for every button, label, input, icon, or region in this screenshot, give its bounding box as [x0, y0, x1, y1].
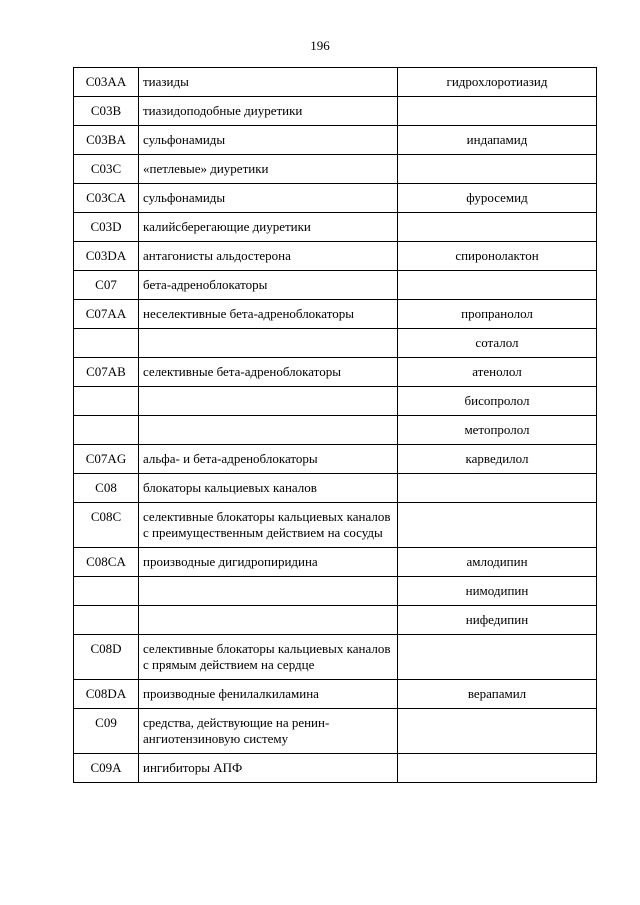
pharmacological-group-cell: производные дигидропиридина — [139, 548, 398, 577]
table-row — [74, 680, 597, 709]
table-row — [74, 68, 597, 97]
pharmacological-group-cell: селективные бета-адреноблокаторы — [139, 358, 398, 387]
pharmacological-group-cell — [139, 416, 398, 445]
atc-code-cell: C09A — [74, 754, 139, 783]
table-row — [74, 329, 597, 358]
pharmacological-group-cell: средства, действующие на ренин-ангиотензиновую систему — [139, 709, 398, 754]
drug-name-cell: нимодипин — [398, 577, 597, 606]
pharmacological-group-cell: неселективные бета-адреноблокаторы — [139, 300, 398, 329]
atc-code-cell: C07AB — [74, 358, 139, 387]
drug-name-cell — [398, 709, 597, 754]
atc-code-cell: C03DA — [74, 242, 139, 271]
pharmacological-group-cell: бета-адреноблокаторы — [139, 271, 398, 300]
atc-code-cell: C09 — [74, 709, 139, 754]
drug-name-cell: индапамид — [398, 126, 597, 155]
drug-name-cell: пропранолол — [398, 300, 597, 329]
pharmacological-group-cell: антагонисты альдостерона — [139, 242, 398, 271]
drug-name-cell — [398, 271, 597, 300]
atc-code-cell: C07 — [74, 271, 139, 300]
drug-name-cell — [398, 754, 597, 783]
table-row — [74, 635, 597, 680]
atc-code-cell — [74, 577, 139, 606]
drug-name-cell — [398, 635, 597, 680]
table-row — [74, 155, 597, 184]
pharmacological-group-cell: тиазидоподобные диуретики — [139, 97, 398, 126]
atc-code-cell: C07AG — [74, 445, 139, 474]
atc-code-cell: C08 — [74, 474, 139, 503]
page-number: 196 — [310, 38, 330, 53]
pharmacological-group-cell: селективные блокаторы кальциевых каналов с преимущественным действием на сосуды — [139, 503, 398, 548]
pharmacological-group-cell — [139, 387, 398, 416]
drug-name-cell: верапамил — [398, 680, 597, 709]
table-row — [74, 606, 597, 635]
atc-code-cell: C07AA — [74, 300, 139, 329]
table-row — [74, 242, 597, 271]
drug-name-cell: атенолол — [398, 358, 597, 387]
drug-name-cell: фуросемид — [398, 184, 597, 213]
drug-name-cell — [398, 97, 597, 126]
pharmacological-group-cell: сульфонамиды — [139, 126, 398, 155]
drug-name-cell: гидрохлоротиазид — [398, 68, 597, 97]
atc-code-cell: C03AA — [74, 68, 139, 97]
pharmacological-group-cell: производные фенилалкиламина — [139, 680, 398, 709]
atc-code-cell: C03D — [74, 213, 139, 242]
table-row — [74, 474, 597, 503]
atc-code-cell — [74, 606, 139, 635]
atc-classification-table — [73, 67, 597, 783]
pharmacological-group-cell — [139, 577, 398, 606]
table-row — [74, 213, 597, 242]
drug-name-cell — [398, 155, 597, 184]
drug-name-cell: карведилол — [398, 445, 597, 474]
table-row — [74, 709, 597, 754]
table-row — [74, 300, 597, 329]
table-row — [74, 445, 597, 474]
table-row — [74, 503, 597, 548]
pharmacological-group-cell — [139, 329, 398, 358]
drug-name-cell — [398, 503, 597, 548]
drug-name-cell: спиронолактон — [398, 242, 597, 271]
atc-code-cell: C03BA — [74, 126, 139, 155]
pharmacological-group-cell: альфа- и бета-адреноблокаторы — [139, 445, 398, 474]
table-row — [74, 387, 597, 416]
table-row — [74, 548, 597, 577]
drug-name-cell — [398, 213, 597, 242]
pharmacological-group-cell — [139, 606, 398, 635]
pharmacological-group-cell: «петлевые» диуретики — [139, 155, 398, 184]
pharmacological-group-cell: селективные блокаторы кальциевых каналов с прямым действием на сердце — [139, 635, 398, 680]
table-row — [74, 754, 597, 783]
atc-code-cell: C08C — [74, 503, 139, 548]
pharmacological-group-cell: ингибиторы АПФ — [139, 754, 398, 783]
table-row — [74, 97, 597, 126]
atc-code-cell: C08DA — [74, 680, 139, 709]
drug-name-cell: амлодипин — [398, 548, 597, 577]
drug-name-cell: метопролол — [398, 416, 597, 445]
atc-code-cell — [74, 416, 139, 445]
atc-code-cell: C03CA — [74, 184, 139, 213]
table-row — [74, 184, 597, 213]
table-row — [74, 416, 597, 445]
pharmacological-group-cell: тиазиды — [139, 68, 398, 97]
pharmacological-group-cell: сульфонамиды — [139, 184, 398, 213]
table-row — [74, 577, 597, 606]
atc-code-cell: C08CA — [74, 548, 139, 577]
drug-name-cell — [398, 474, 597, 503]
atc-code-cell: C03B — [74, 97, 139, 126]
pharmacological-group-cell: блокаторы кальциевых каналов — [139, 474, 398, 503]
table-row — [74, 358, 597, 387]
table-row — [74, 271, 597, 300]
atc-code-cell — [74, 329, 139, 358]
drug-name-cell: нифедипин — [398, 606, 597, 635]
table-row — [74, 126, 597, 155]
atc-code-cell: C08D — [74, 635, 139, 680]
pharmacological-group-cell: калийсберегающие диуретики — [139, 213, 398, 242]
atc-code-cell: C03C — [74, 155, 139, 184]
drug-name-cell: соталол — [398, 329, 597, 358]
drug-name-cell: бисопролол — [398, 387, 597, 416]
atc-code-cell — [74, 387, 139, 416]
